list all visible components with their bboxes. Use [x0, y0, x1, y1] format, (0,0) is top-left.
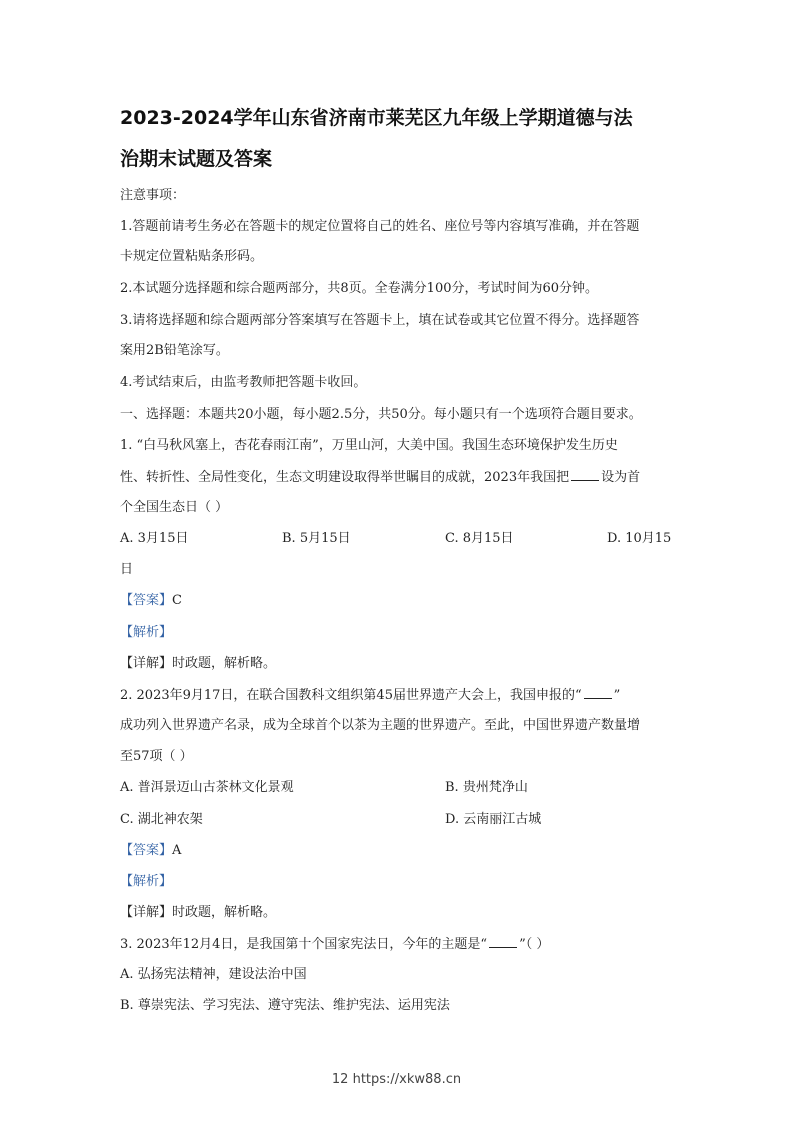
q1-answer-value: C	[172, 593, 182, 608]
section-heading: 一、选择题：本题共20小题，每小题2.5分，共50分。每小题只有一个选项符合题目要求。	[120, 407, 642, 422]
notice-1b: 卡规定位置粘贴条形码。	[120, 249, 264, 264]
q1-detail-tag: 【详解】	[120, 656, 173, 671]
q3-option-b: B. 尊崇宪法、学习宪法、遵守宪法、维护宪法、运用宪法	[120, 998, 450, 1013]
q1-option-d: D. 10月15	[607, 531, 672, 546]
notice-heading: 注意事项：	[120, 188, 186, 203]
q2-answer	[120, 842, 181, 860]
doc-title-line2: 治期末试题及答案	[120, 148, 273, 170]
q1-stem-line1: 1. “白马秋风塞上，杏花春雨江南”，万里山河，大美中国。我国生态环境保护发生历史	[120, 438, 618, 453]
q2-stem-line1-pre: 2. 2023年9月17日，在联合国教科文组织第45届世界遗产大会上，我国申报的“	[120, 688, 582, 703]
q2-stem-line1	[120, 686, 620, 705]
q2-analysis-tag: 【解析】	[120, 874, 173, 889]
q2-detail	[120, 904, 276, 922]
notice-3b: 案用2B铅笔涂写。	[120, 343, 229, 358]
q1-analysis-tag: 【解析】	[120, 625, 173, 640]
q1-stem-line2-pre: 性、转折性、全局性变化，生态文明建设取得举世瞩目的成就，2023年我国把	[120, 470, 570, 485]
notice-2: 2.本试题分选择题和综合题两部分，共8页。全卷满分100分，考试时间为60分钟。	[120, 281, 599, 296]
q2-answer-value: A	[172, 843, 182, 858]
q1-blank	[571, 468, 599, 481]
q1-option-b: B. 5月15日	[282, 531, 351, 546]
q2-blank	[584, 686, 612, 699]
q3-option-a: A. 弘扬宪法精神，建设法治中国	[120, 967, 307, 982]
q1-option-a: A. 3月15日	[120, 531, 189, 546]
q3-stem-line1	[120, 935, 549, 954]
q2-stem-line3: 至57项（ ）	[120, 749, 193, 764]
q1-stem-line3: 个全国生态日（ ）	[120, 500, 229, 515]
q2-option-a: A. 普洱景迈山古茶林文化景观	[120, 780, 294, 795]
q2-option-d: D. 云南丽江古城	[445, 812, 542, 827]
q2-detail-text: 时政题，解析略。	[172, 905, 277, 920]
q1-answer	[120, 592, 182, 610]
q2-answer-tag: 【答案】	[120, 843, 173, 858]
q3-stem-line1-pre: 3. 2023年12月4日，是我国第十个国家宪法日，今年的主题是“	[120, 937, 488, 952]
page-footer: 12 https://xkw88.cn	[331, 1072, 462, 1087]
notice-4: 4.考试结束后，由监考教师把答题卡收回。	[120, 375, 367, 390]
notice-3a: 3.请将选择题和综合题两部分答案填写在答题卡上，填在试卷或其它位置不得分。选择题答	[120, 313, 640, 328]
q2-stem-line2: 成功列入世界遗产名录，成为全球首个以茶为主题的世界遗产。至此，中国世界遗产数量增	[120, 718, 641, 733]
q2-option-c: C. 湖北神农架	[120, 812, 203, 827]
q2-option-b: B. 贵州梵净山	[445, 780, 528, 795]
q1-detail	[120, 655, 276, 673]
doc-title-line1: 2023-2024学年山东省济南市莱芜区九年级上学期道德与法	[120, 107, 633, 129]
q2-stem-line1-post: ”	[613, 688, 621, 703]
q1-stem-line2	[120, 468, 640, 487]
q1-answer-tag: 【答案】	[120, 593, 173, 608]
q1-detail-text: 时政题，解析略。	[172, 656, 277, 671]
q2-detail-tag: 【详解】	[120, 905, 173, 920]
q1-option-c: C. 8月15日	[445, 531, 514, 546]
notice-1a: 1.答题前请考生务必在答题卡的规定位置将自己的姓名、座位号等内容填写准确，并在答题	[120, 219, 640, 234]
q3-blank	[489, 935, 517, 948]
q1-stem-line2-post: 设为首	[601, 470, 641, 485]
q3-stem-line1-post: ”（ ）	[519, 937, 550, 952]
q1-option-d-wrap: 日	[120, 562, 134, 577]
